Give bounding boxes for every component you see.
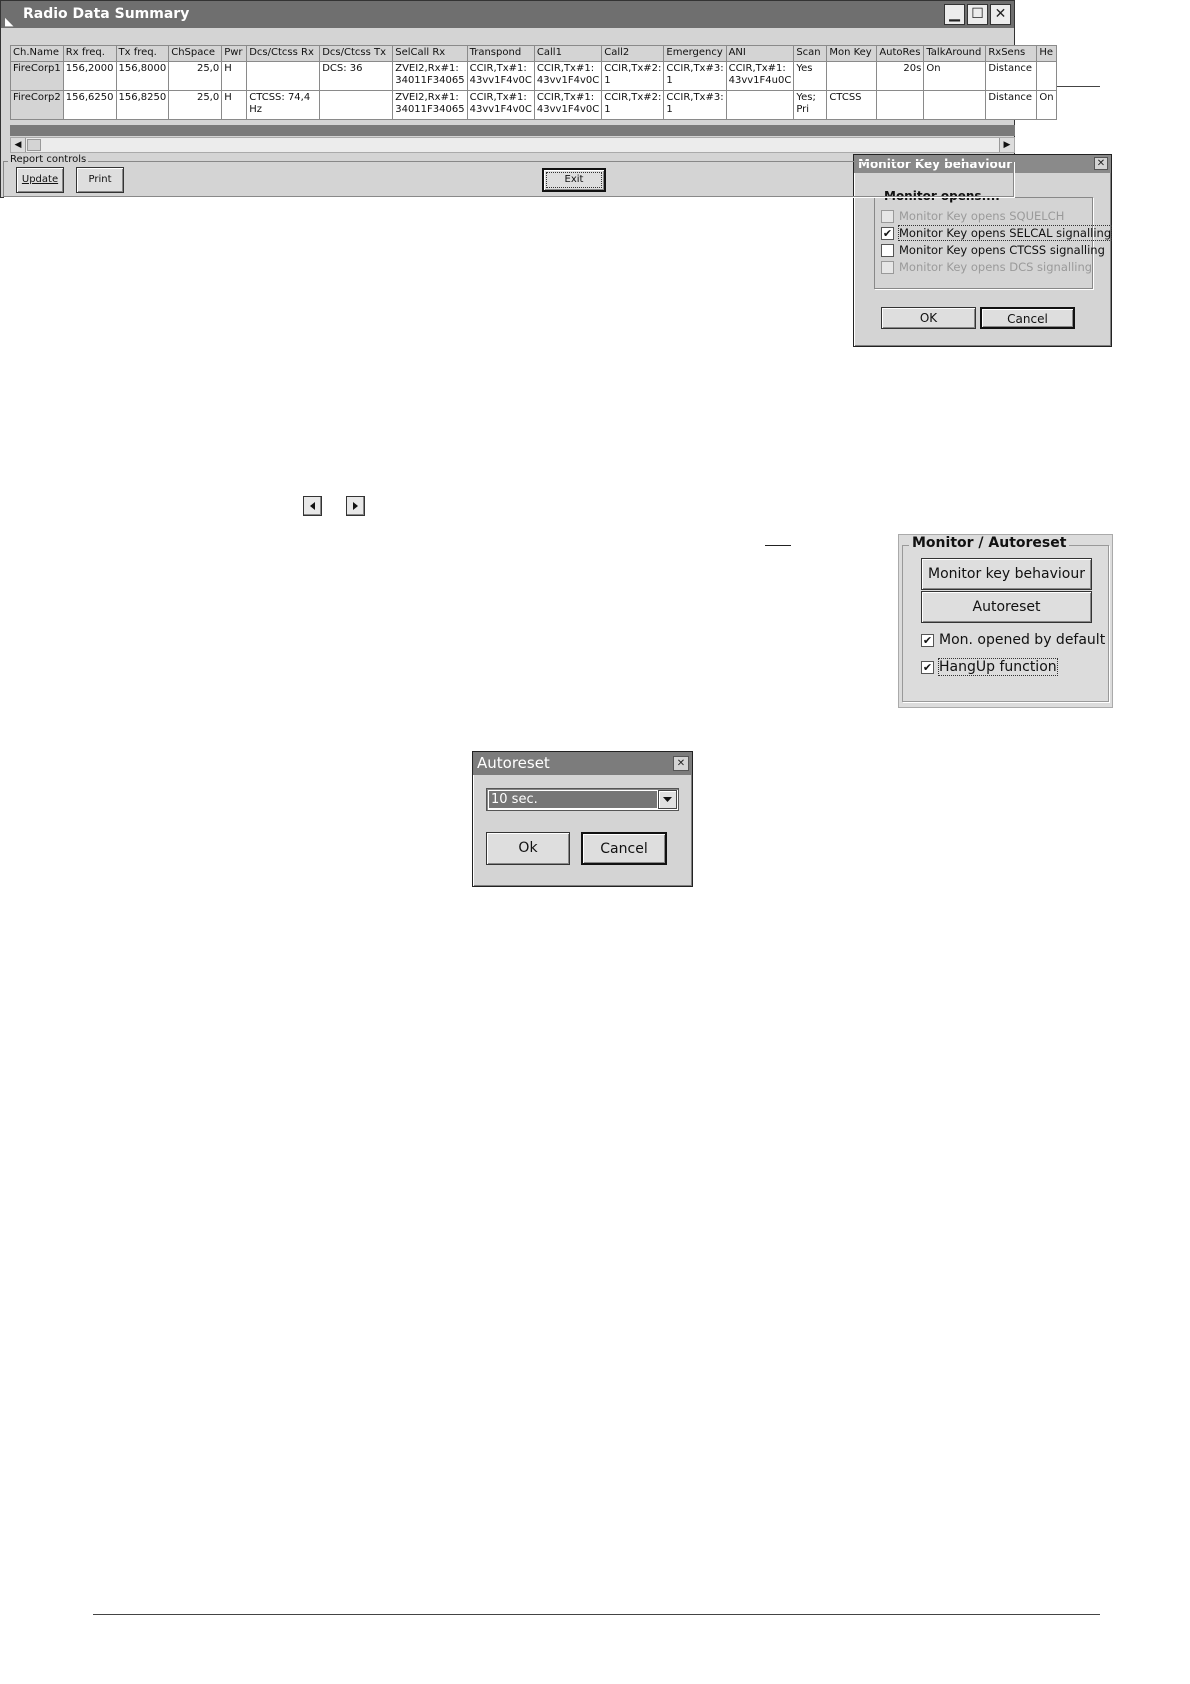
table-cell[interactable] [877,91,924,120]
table-cell[interactable]: CCIR,Tx#1: 43vv1F4v0C [467,62,534,91]
table-cell[interactable]: CCIR,Tx#3: 1 [664,62,726,91]
table-cell[interactable]: 25,0 [169,62,222,91]
radio-data-summary-titlebar [1,1,1014,28]
table-cell[interactable] [924,91,986,120]
table-cell[interactable]: CCIR,Tx#1: 43vv1F4u0C [726,62,794,91]
table-cell[interactable]: CCIR,Tx#2: 1 [602,62,664,91]
app-icon: ◣ [5,15,14,28]
autoreset-select[interactable] [486,788,679,811]
column-header[interactable]: Call2 [602,46,664,62]
option-squelch-label: Monitor Key opens SQUELCH [899,209,1065,223]
close-icon[interactable]: ✕ [673,756,689,771]
print-button[interactable]: Print [76,167,124,193]
cancel-button[interactable]: Cancel [980,307,1075,329]
monitor-autoreset-panel [898,534,1113,708]
autoreset-dialog-title: Autoreset [477,754,550,772]
right-arrow-icon [346,496,365,516]
column-header[interactable]: AutoRes [877,46,924,62]
maximize-icon[interactable]: ☐ [967,4,988,25]
option-squelch [881,209,1064,223]
column-header[interactable]: Mon Key [827,46,877,62]
checkbox-selcal[interactable]: ✔ [882,227,893,240]
mon-opened-default-checkbox[interactable]: ✔ [922,633,933,647]
table-cell[interactable]: H [222,91,247,120]
table-row[interactable]: FireCorp2 156,6250 156,8250 25,0 H CTCSS: 74,4 Hz ZVEI2,Rx#1: 34011F34065 CCIR,Tx#1: 43vv1F4v0C CCIR,Tx#1: 43vv1F4v0C CCIR,Tx#2: 1 CCIR,Tx#3: 1 Yes; Pri CTCSS Distance On [11,91,1016,120]
radio-data-summary-title: Radio Data Summary [23,6,190,22]
column-header[interactable]: Transpond [467,46,534,62]
column-header[interactable]: TalkAround [924,46,986,62]
ok-button[interactable]: OK [881,307,976,329]
hangup-function-option[interactable] [921,659,1057,675]
column-header[interactable]: ChSpace [169,46,222,62]
table-cell[interactable] [827,62,877,91]
column-header[interactable]: ANI [726,46,794,62]
report-controls-group [3,154,1014,197]
table-cell[interactable]: ZVEI2,Rx#1: 34011F34065 [393,62,467,91]
minimize-icon[interactable]: ▁ [944,4,965,25]
option-ctcss-label: Monitor Key opens CTCSS signalling [899,243,1105,257]
checkbox-dcs [881,261,894,274]
table-row[interactable] [11,62,1016,91]
table-cell[interactable]: 20s [877,62,924,91]
option-selcal-label: Monitor Key opens SELCAL signalling [899,226,1112,240]
autoreset-dialog-titlebar [473,752,692,775]
table-cell[interactable] [247,62,320,91]
table-cell[interactable]: On [924,62,986,91]
table-cell[interactable]: H [222,62,247,91]
table-cell[interactable] [320,91,393,120]
table-cell[interactable]: CTCSS: 74,4 Hz [247,91,320,120]
table-cell[interactable]: CCIR,Tx#1: 43vv1F4v0C [467,91,534,120]
scroll-left-icon[interactable]: ◀ [11,138,26,152]
text-underline-mark [765,545,791,546]
checkbox-ctcss[interactable] [881,244,894,257]
column-header[interactable]: Call1 [534,46,601,62]
option-dcs-label: Monitor Key opens DCS signalling [899,260,1093,274]
option-dcs [881,260,1092,274]
table-cell[interactable] [726,91,794,120]
column-header[interactable]: Scan [794,46,827,62]
column-header[interactable]: Dcs/Ctcss Rx [247,46,320,62]
autoreset-select-value: 10 sec. [489,791,657,808]
table-cell[interactable]: 25,0 [169,91,222,120]
table-cell[interactable]: CCIR,Tx#1: 43vv1F4v0C [534,62,601,91]
monitor-opens-group-title: Monitor opens.... [881,189,1003,203]
close-icon[interactable]: ✕ [990,4,1011,25]
monitor-opens-group [874,189,1112,289]
autoreset-dialog [472,751,693,887]
table-cell[interactable]: CCIR,Tx#2: 1 [602,91,664,120]
cancel-button[interactable]: Cancel [581,832,667,865]
monitor-key-behaviour-button[interactable]: Monitor key behaviour [921,558,1092,590]
table-empty-area [10,125,1015,136]
mon-opened-default-label: Mon. opened by default [939,632,1106,648]
table-cell[interactable]: CCIR,Tx#3: 1 [664,91,726,120]
option-ctcss[interactable] [881,243,1105,257]
table-cell[interactable]: Distance [986,62,1015,91]
column-header[interactable]: Rx freq. [63,46,116,62]
column-header[interactable]: Emergency [664,46,726,62]
radio-data-table [10,45,1054,120]
checkbox-squelch [881,210,894,223]
chevron-down-icon[interactable] [658,790,677,809]
table-header-row: Ch.Name Rx freq. Tx freq. ChSpace Pwr Dcs/Ctcss Rx Dcs/Ctcss Tx SelCall Rx Transpond Call1 Call2 Emergency ANI Scan Mon Key AutoRes TalkAround RxSens He [11,46,1016,62]
table-cell[interactable]: CTCSS [827,91,877,120]
left-arrow-icon [303,496,322,516]
monitor-autoreset-title: Monitor / Autoreset [909,535,1069,551]
table-cell[interactable]: 156,8250 [116,91,169,120]
monitor-key-dialog-title: Monitor Key behaviour [858,157,1013,171]
table-cell[interactable]: 156,8000 [116,62,169,91]
autoreset-button[interactable]: Autoreset [921,591,1092,623]
column-header[interactable]: SelCall Rx [393,46,467,62]
column-header[interactable]: Tx freq. [116,46,169,62]
table-cell[interactable]: DCS: 36 [320,62,393,91]
table-cell[interactable]: 156,6250 [63,91,116,120]
radio-data-summary-window [0,0,1054,198]
update-button[interactable]: Update [16,167,64,193]
table-cell[interactable]: ZVEI2,Rx#1: 34011F34065 [393,91,467,120]
table-cell[interactable]: Distance [986,91,1015,120]
exit-button[interactable]: Exit [542,168,606,192]
table-cell[interactable]: FireCorp2 [11,91,64,120]
hangup-function-checkbox[interactable]: ✔ [922,660,933,674]
scroll-thumb[interactable] [27,139,41,151]
ok-button[interactable]: Ok [486,832,570,865]
option-selcal[interactable] [881,226,1111,240]
column-header[interactable]: Pwr [222,46,247,62]
table-cell[interactable]: Yes; Pri [794,91,827,120]
table-cell[interactable]: Yes [794,62,827,91]
column-header[interactable]: Dcs/Ctcss Tx [320,46,393,62]
hangup-function-label: HangUp function [939,659,1057,675]
column-header[interactable]: RxSens [986,46,1015,62]
close-icon[interactable]: ✕ [1094,157,1108,170]
mon-opened-default-option[interactable] [921,632,1105,648]
report-controls-label: Report controls [10,154,87,165]
column-header[interactable]: Ch.Name [11,46,64,62]
scroll-right-icon[interactable]: ▶ [999,138,1014,152]
table-cell[interactable]: FireCorp1 [11,62,64,91]
footer-rule [93,1614,1100,1615]
horizontal-scrollbar[interactable] [10,137,1015,153]
table-cell[interactable]: CCIR,Tx#1: 43vv1F4v0C [534,91,601,120]
table-cell[interactable]: 156,2000 [63,62,116,91]
